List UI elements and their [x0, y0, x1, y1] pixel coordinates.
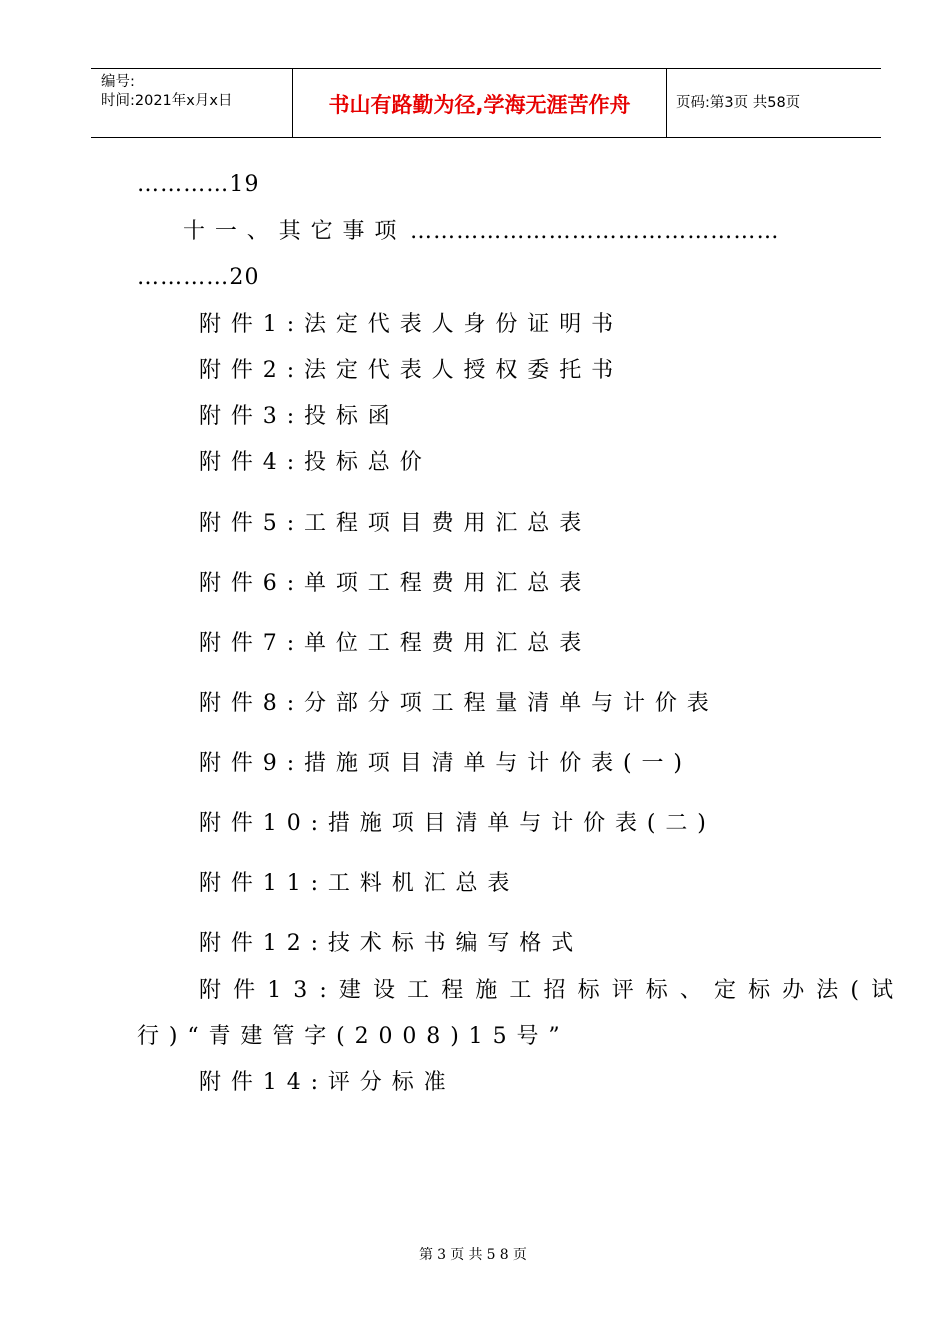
- toc-item-11-dots: …………………………………………: [410, 219, 780, 244]
- header-motto-cell: [292, 69, 667, 137]
- header-table: [91, 68, 881, 138]
- attachment-item: 附件7:单位工程费用汇总表: [199, 631, 592, 656]
- attachment-item: 附件13:建设工程施工招标评标、定标办法(试: [199, 978, 906, 1003]
- attachment-item: 附件8:分部分项工程量清单与计价表: [199, 691, 719, 716]
- attachment-item: 附件10:措施项目清单与计价表(二): [199, 811, 716, 836]
- attachment-item: 附件12:技术标书编写格式: [199, 931, 584, 956]
- attachment-item-continued: 行)“青建管字(2008)15号”: [137, 1024, 570, 1049]
- attachment-item: 附件2:法定代表人授权委托书: [199, 358, 624, 383]
- attachment-item: 附件6:单项工程费用汇总表: [199, 571, 592, 596]
- document-number-label: 编号:: [101, 74, 135, 90]
- page-footer: 第3页共58页: [418, 1247, 532, 1263]
- attachment-item: 附件1:法定代表人身份证明书: [199, 312, 624, 337]
- document-date: 时间:2021年x月x日: [101, 93, 233, 109]
- attachment-item: 附件9:措施项目清单与计价表(一): [199, 751, 692, 776]
- header-left-cell: [91, 69, 292, 137]
- header-page-number: 页码:第3页 共58页: [676, 95, 801, 111]
- toc-item-11-title: 十一、其它事项: [183, 219, 407, 244]
- attachment-item: 附件3:投标函: [199, 404, 400, 429]
- toc-item-11-page: …………20: [137, 265, 260, 290]
- attachment-item: 附件14:评分标准: [199, 1070, 456, 1095]
- attachment-item: 附件4:投标总价: [199, 450, 432, 475]
- toc-continued-line: …………19: [137, 172, 260, 197]
- attachment-item: 附件11:工料机汇总表: [199, 871, 520, 896]
- attachment-item: 附件5:工程项目费用汇总表: [199, 511, 592, 536]
- header-motto: 书山有路勤为径,学海无涯苦作舟: [328, 93, 631, 117]
- header-page-cell: [666, 69, 881, 137]
